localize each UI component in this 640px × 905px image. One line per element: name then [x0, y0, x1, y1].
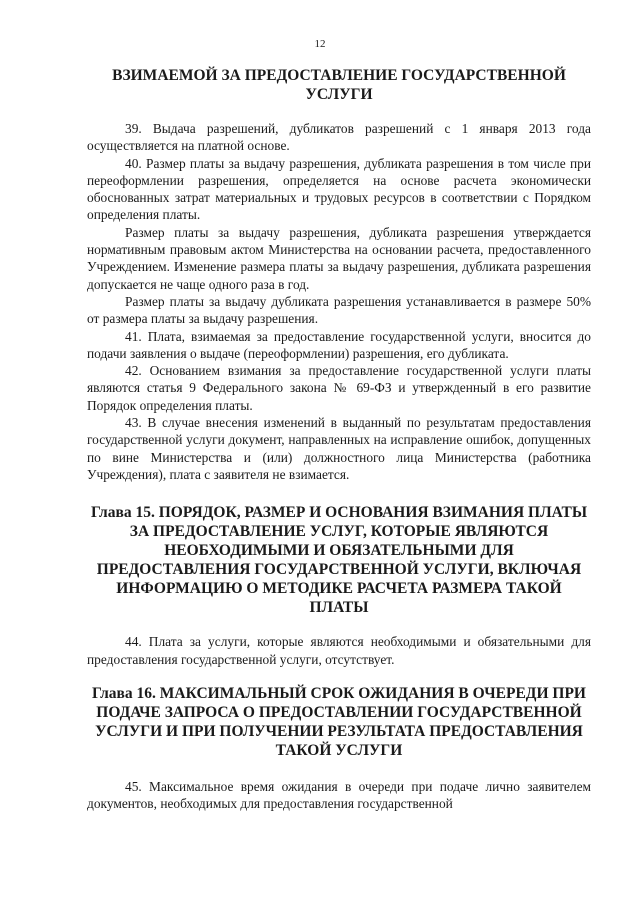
paragraph-39: 39. Выдача разрешений, дубликатов разрешений с 1 января 2013 года осуществляется на платной основе. — [87, 121, 591, 154]
paragraph-fee-approval: Размер платы за выдачу разрешения, дубликата разрешения утверждается нормативным правовым актом Министерства на основании расчета, предоставленного Учреждением. Изменение размера платы за выдачу разрешения, дубликата разрешения допускается не чаще одного раза в год. — [87, 224, 591, 292]
paragraph-41: 41. Плата, взимаемая за предоставление государственной услуги, вносится до подачи заявления о выдаче (переоформлении) разрешения, его дубликата. — [87, 328, 591, 361]
chapter-15-heading: Глава 15. ПОРЯДОК, РАЗМЕР И ОСНОВАНИЯ ВЗИМАНИЯ ПЛАТЫ ЗА ПРЕДОСТАВЛЕНИЕ УСЛУГ, КОТОРЫЕ ЯВЛЯЮТСЯ НЕОБХОДИМЫМИ И ОБЯЗАТЕЛЬНЫМИ ДЛЯ ПРЕДОСТАВЛЕНИЯ ГОСУДАРСТВЕННОЙ УСЛУГИ, ВКЛЮЧАЯ ИНФОРМАЦИЮ О МЕТОДИКЕ РАСЧЕТА РАЗМЕРА ТАКОЙ ПЛАТЫ — [90, 504, 588, 617]
paragraph-45: 45. Максимальное время ожидания в очереди при подаче лично заявителем документов, необходимых для предоставления государственной — [87, 778, 591, 812]
paragraph-40: 40. Размер платы за выдачу разрешения, дубликата разрешения в том числе при переоформлении разрешения, определяется на основе расчета экономически обоснованных затрат материальных и трудовых ресурсов в соответствии с Порядком определения платы. — [87, 155, 591, 223]
section-heading: ВЗИМАЕМОЙ ЗА ПРЕДОСТАВЛЕНИЕ ГОСУДАРСТВЕННОЙ УСЛУГИ — [112, 67, 566, 103]
document-body — [87, 66, 591, 812]
page-number: 12 — [314, 38, 326, 50]
chapter-16-heading: Глава 16. МАКСИМАЛЬНЫЙ СРОК ОЖИДАНИЯ В ОЧЕРЕДИ ПРИ ПОДАЧЕ ЗАПРОСА О ПРЕДОСТАВЛЕНИИ ГОСУДАРСТВЕННОЙ УСЛУГИ И ПРИ ПОЛУЧЕНИИ РЕЗУЛЬТАТА ПРЕДОСТАВЛЕНИЯ ТАКОЙ УСЛУГИ — [92, 684, 586, 759]
paragraph-43: 43. В случае внесения изменений в выданный по результатам предоставления государственной услуги документ, направленных на исправление ошибок, допущенных по вине Министерства и (или) должностного лица Министерства (работника Учреждения), плата с заявителя не взимается. — [87, 415, 591, 482]
paragraph-group — [87, 120, 591, 483]
paragraph-42: 42. Основанием взимания за предоставление государственной услуги платы являются статья 9 Федерального закона № 69-ФЗ и утвержденный в его развитие Порядок определения платы. — [87, 363, 591, 413]
paragraph-44: 44. Плата за услуги, которые являются необходимыми и обязательными для предоставления государственной услуги, отсутствует. — [87, 634, 591, 667]
paragraph-duplicate-fee: Размер платы за выдачу дубликата разрешения устанавливается в размере 50% от размера платы за выдачу разрешения. — [87, 293, 591, 327]
